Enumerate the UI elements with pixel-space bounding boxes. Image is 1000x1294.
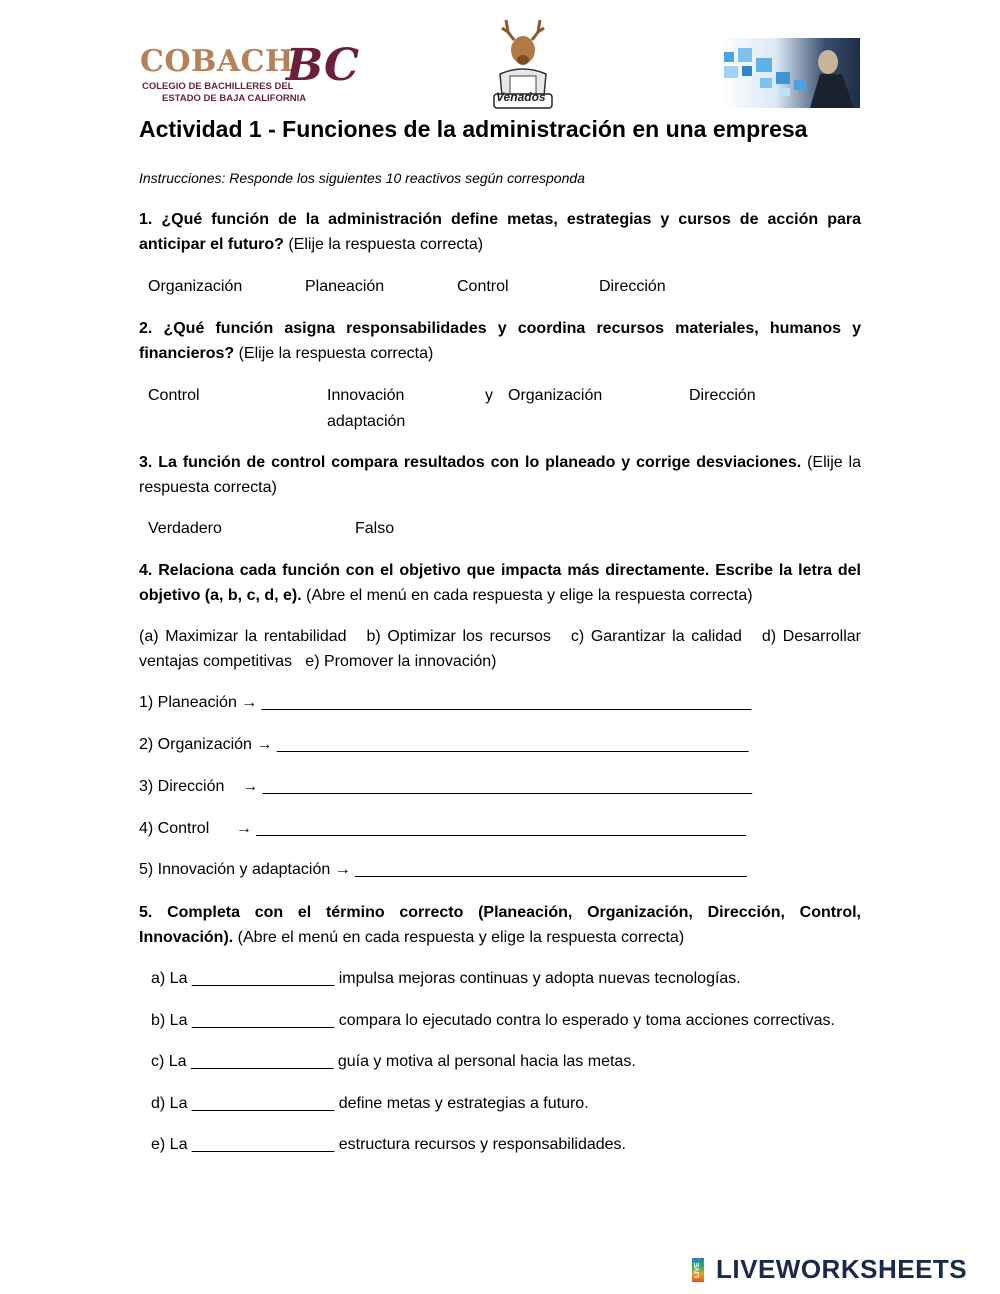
match-item-organizacion[interactable]: 2) Organización → _____________________________________________________	[139, 736, 749, 753]
match-item-innovacion[interactable]: 5) Innovación y adaptación → ____________________________________________	[139, 861, 747, 878]
question-2-hint: (Elije la respuesta correcta)	[234, 345, 434, 362]
q2-option-organizacion[interactable]: Organización	[508, 387, 603, 404]
question-5-text: 5. Completa con el término correcto (Planeación, Organización, Dirección, Control, Innovación).	[139, 904, 861, 946]
question-2	[139, 316, 861, 366]
liveworksheets-text: LIVEWORKSHEETS	[716, 1254, 968, 1284]
bc-mark: BC	[286, 40, 360, 91]
question-4-objectives: (a) Maximizar la rentabilidad b) Optimizar los recursos c) Garantizar la calidad d) Desarrollar ventajas competitivas e) Promover la innovación)	[139, 628, 866, 670]
live-badge-icon	[692, 1258, 714, 1282]
question-1-hint: (Elije la respuesta correcta)	[283, 236, 484, 253]
tech-grid-icon	[720, 38, 860, 108]
cobach-logo-name: COBACH	[140, 44, 294, 79]
business-tech-image	[720, 38, 860, 108]
q1-option-control[interactable]: Control	[457, 278, 509, 295]
live-badge-text: LIVE	[692, 1258, 704, 1282]
question-3-text: 3. La función de control compara resultados con lo planeado y corrige desviaciones.	[139, 454, 802, 471]
question-1	[139, 207, 861, 257]
fill-item-a[interactable]: a) La ________________ impulsa mejoras continuas y adopta nuevas tecnologías.	[151, 970, 741, 987]
q2-option-control[interactable]: Control	[148, 387, 200, 404]
liveworksheets-logo	[692, 1254, 992, 1286]
fill-item-c[interactable]: c) La ________________ guía y motiva al personal hacia las metas.	[151, 1053, 636, 1070]
page-title: Actividad 1 - Funciones de la administración en una empresa	[139, 116, 808, 142]
q3-option-falso[interactable]: Falso	[355, 520, 395, 537]
q2-option-innovacion[interactable]: Innovación y adaptación	[327, 387, 493, 430]
question-3	[139, 450, 861, 500]
cobach-logo-line2: ESTADO DE BAJA CALIFORNIA	[162, 93, 307, 104]
q2-option-direccion[interactable]: Dirección	[689, 387, 756, 404]
question-1-text: 1. ¿Qué función de la administración define metas, estrategias y cursos de acción para anticipar el futuro?	[139, 211, 861, 253]
mascot-text: Venados	[496, 90, 546, 104]
question-4-text: 4. Relaciona cada función con el objetivo que impacta más directamente. Escribe la letra del objetivo (a, b, c, d, e).	[139, 562, 861, 604]
cobach-logo	[140, 40, 360, 106]
mascot-logo	[488, 16, 558, 110]
match-item-direccion[interactable]: 3) Dirección → _______________________________________________________	[139, 778, 752, 795]
q1-option-organizacion[interactable]: Organización	[148, 278, 243, 295]
question-3-hint: (Elije la respuesta correcta)	[139, 454, 862, 496]
question-4-hint: (Abre el menú en cada respuesta y elige la respuesta correcta)	[301, 587, 753, 604]
instructions: Instrucciones: Responde los siguientes 10 reactivos según corresponda	[139, 170, 585, 186]
question-2-text: 2. ¿Qué función asigna responsabilidades y coordina recursos materiales, humanos y financieros?	[139, 320, 861, 362]
question-4	[139, 558, 861, 608]
q1-option-direccion[interactable]: Dirección	[599, 278, 666, 295]
cobach-logo-line1: COLEGIO DE BACHILLERES DEL	[142, 81, 294, 92]
question-5-hint: (Abre el menú en cada respuesta y elige la respuesta correcta)	[233, 929, 685, 946]
q1-option-planeacion[interactable]: Planeación	[305, 278, 385, 295]
fill-item-e[interactable]: e) La ________________ estructura recursos y responsabilidades.	[151, 1136, 626, 1153]
fill-item-d[interactable]: d) La ________________ define metas y estrategias a futuro.	[151, 1095, 589, 1112]
match-item-control[interactable]: 4) Control → _______________________________________________________	[139, 820, 746, 837]
question-5	[139, 900, 861, 950]
fill-item-b[interactable]: b) La ________________ compara lo ejecutado contra lo esperado y toma acciones correctivas.	[151, 1012, 835, 1029]
match-item-planeacion[interactable]: 1) Planeación → _______________________________________________________	[139, 694, 752, 711]
q3-option-verdadero[interactable]: Verdadero	[148, 520, 222, 537]
